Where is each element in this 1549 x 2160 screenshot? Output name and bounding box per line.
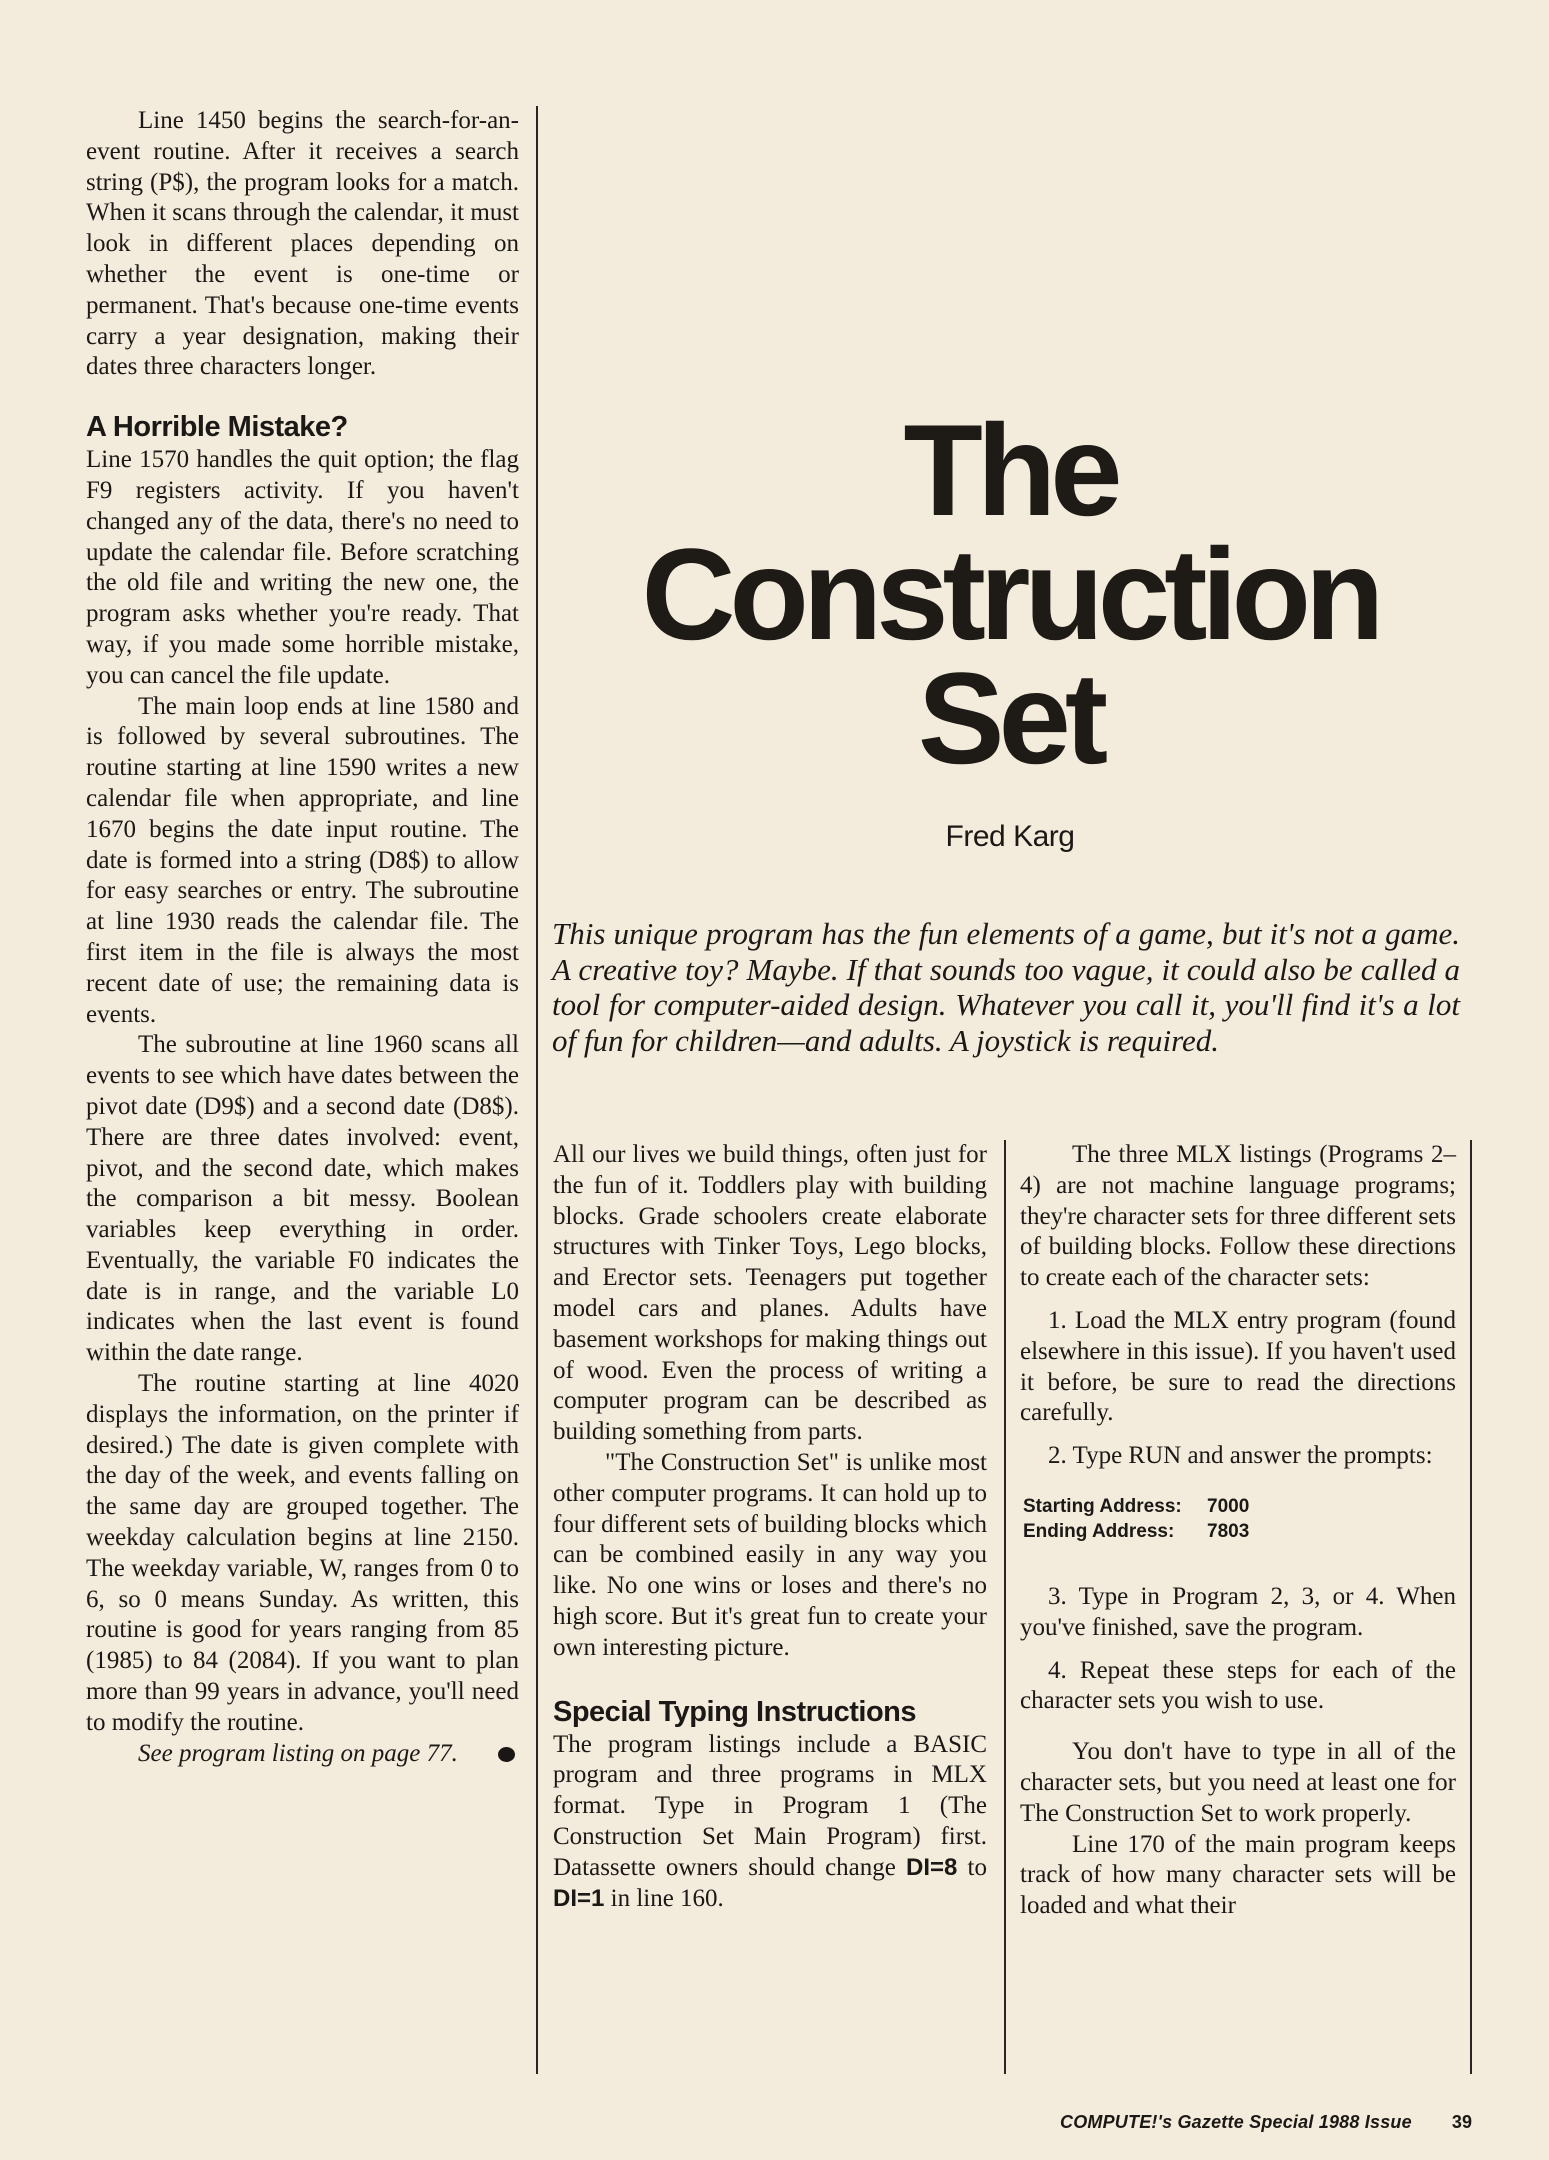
- article-intro: This unique program has the fun elements of a game, but it's not a game. A creative toy? Maybe. If that sounds too vague, it could also be called a tool for computer-aided design. Whatever you call it, you'll find it's a lot of fun for children—and adults. A joystick is required.: [552, 916, 1460, 1058]
- author-byline: Fred Karg: [945, 820, 1075, 853]
- end-address-row: [1023, 1519, 1456, 1544]
- column-rule-left: [536, 106, 538, 2074]
- address-table: [1023, 1494, 1456, 1544]
- left-paragraph-5: The routine starting at line 4020 displays the information, on the printer if desired.) The date is given complete with the day of the week, and events falling on the same day are grouped together. The weekday calculation begins at line 2150. The weekday variable, W, ranges from 0 to 6, so 0 means Sunday. As written, this routine is good for years ranging from 85 (1985) to 84 (2084). If you want to plan more than 99 years in advance, you'll need to modify the routine.: [86, 1370, 519, 1736]
- left-paragraph-2: Line 1570 handles the quit option; the flag F9 registers activity. If you haven't changed any of the data, there's no need to update the calendar file. Before scratching the old file and writing the new one, the program asks whether you're ready. That way, if you made some horrible mistake, you can cancel the file update.: [86, 446, 519, 689]
- middle-column: [553, 1140, 987, 1914]
- article-title: [560, 397, 1460, 791]
- start-address-label: Starting Address:: [1023, 1495, 1182, 1517]
- page-footer: [1060, 2112, 1472, 2133]
- right-paragraph-3: Line 170 of the main program keeps track of how many character sets will be loaded and what their: [1020, 1830, 1456, 1920]
- step-1: 1. Load the MLX entry program (found elsewhere in this issue). If you haven't used it before, be sure to read the directions carefully.: [1020, 1306, 1456, 1427]
- publication-name: COMPUTE!'s Gazette Special 1988 Issue: [1060, 2112, 1412, 2132]
- title-line-3: Set: [917, 645, 1103, 791]
- see-listing-note: [86, 1739, 519, 1770]
- column-rule-middle: [1004, 1140, 1006, 2074]
- step-3: 3. Type in Program 2, 3, or 4. When you've finished, save the program.: [1020, 1582, 1456, 1641]
- section-heading-typing-instructions: Special Typing Instructions: [553, 1695, 917, 1728]
- end-address-label: Ending Address:: [1023, 1520, 1175, 1542]
- step-4: 4. Repeat these steps for each of the character sets you wish to use.: [1020, 1656, 1456, 1715]
- mid-paragraph-2: "The Construction Set" is unlike most other computer programs. It can hold up to four different sets of building blocks which can be combined easily in any way you like. No one wins or loses and there's no high score. But it's great fun to create your own interesting picture.: [553, 1448, 987, 1661]
- start-address-row: [1023, 1494, 1456, 1519]
- code-di-1: DI=1: [553, 1884, 605, 1912]
- column-rule-right: [1470, 1140, 1472, 2074]
- right-paragraph-2: You don't have to type in all of the character sets, but you need at least one for The Construction Set to work properly.: [1020, 1738, 1456, 1827]
- section-heading-horrible-mistake: A Horrible Mistake?: [86, 411, 348, 444]
- step-2: 2. Type RUN and answer the prompts:: [1048, 1442, 1433, 1470]
- left-column: [86, 106, 519, 1769]
- code-di-8: DI=8: [906, 1853, 958, 1881]
- mid-p3-text-c: in line 160.: [604, 1884, 724, 1912]
- see-listing-text: See program listing on page 77.: [138, 1739, 458, 1767]
- mid-p3-text-b: to: [957, 1853, 987, 1881]
- start-address-value: 7000: [1207, 1495, 1250, 1517]
- right-paragraph-1: The three MLX listings (Programs 2–4) are not machine language programs; they're character sets for three different sets of building blocks. Follow these directions to create each of the character sets:: [1020, 1141, 1456, 1292]
- left-paragraph-1: Line 1450 begins the search-for-an-event routine. After it receives a search string (P$), the program looks for a match. When it scans through the calendar, it must look in different places depending on whether the event is one-time or permanent. That's because one-time events carry a year designation, making their dates three characters longer.: [86, 107, 519, 381]
- left-paragraph-3: The main loop ends at line 1580 and is followed by several subroutines. The routine starting at line 1590 writes a new calendar file when appropriate, and line 1670 begins the date input routine. The date is formed into a string (D8$) to allow for easy searches or entry. The subroutine at line 1930 reads the calendar file. The first item in the file is always the most recent date of use; the remaining data is events.: [86, 692, 519, 1028]
- right-column: [1020, 1140, 1456, 1922]
- mid-paragraph-3: [553, 1730, 987, 1915]
- page-number: 39: [1451, 2112, 1473, 2132]
- title-line-1: The: [903, 397, 1117, 543]
- end-address-value: 7803: [1207, 1520, 1250, 1542]
- left-paragraph-4: The subroutine at line 1960 scans all events to see which have dates between the pivot date (D9$) and a second date (D8$). There are three dates involved: event, pivot, and the second date, which makes the comparison a bit messy. Boolean variables keep everything in order. Eventually, the variable F0 indicates the date is in range, and the variable L0 indicates when the last event is found within the date range.: [86, 1031, 519, 1367]
- mid-p3-text-a: The program listings include a BASIC program and three programs in MLX format. Type in Program 1 (The Construction Set Main Program) first. Datassette owners should change: [553, 1730, 987, 1881]
- title-line-2: Construction: [641, 521, 1379, 667]
- end-of-article-icon: [498, 1747, 515, 1762]
- mid-paragraph-1: All our lives we build things, often just for the fun of it. Toddlers play with building blocks. Grade schoolers create elaborate structures with Tinker Toys, Lego blocks, and Erector sets. Teenagers put together model cars and planes. Adults have basement workshops for making things out of wood. Even the process of writing a computer program can be described as building something from parts.: [553, 1141, 987, 1446]
